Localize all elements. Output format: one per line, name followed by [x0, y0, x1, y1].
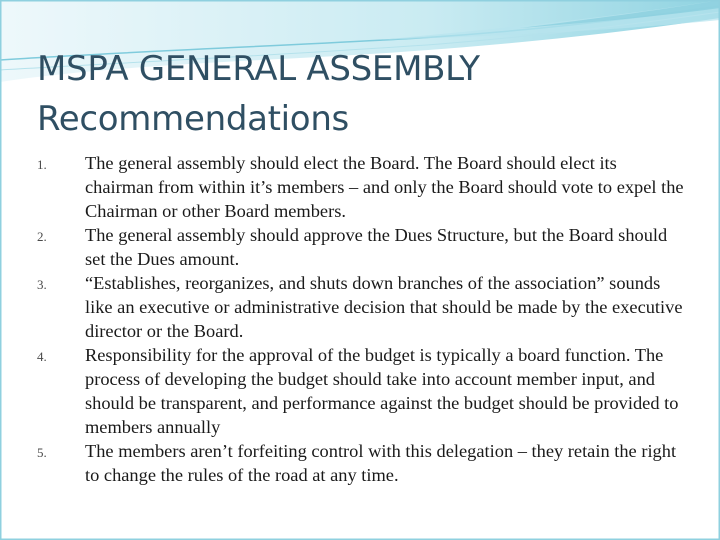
- item-text: The general assembly should elect the Board. The Board should elect its chairman from within it’s members – and only the Board should vote to expel the Chairman or other Board members.: [85, 153, 684, 221]
- list-item: [37, 343, 687, 439]
- title-line-2: Recommendations: [37, 99, 349, 139]
- item-text: Responsibility for the approval of the budget is typically a board function. The process of developing the budget should take into account member input, and should be transparent, and performance against the budget should be provided to members annually: [85, 345, 679, 437]
- item-text: The general assembly should approve the Dues Structure, but the Board should set the Dues amount.: [85, 225, 668, 269]
- item-text: “Establishes, reorganizes, and shuts down branches of the association” sounds like an executive or administrative decision that should be made by the executive director or the Board.: [85, 273, 683, 341]
- item-number: 1.: [37, 157, 47, 172]
- item-number: 4.: [37, 349, 47, 364]
- title-line-1: MSPA GENERAL ASSEMBLY: [37, 49, 480, 89]
- list-item: [37, 223, 687, 271]
- list-item: [37, 151, 687, 223]
- list-item: [37, 271, 687, 343]
- item-number: 3.: [37, 277, 47, 292]
- recommendations-list: [37, 151, 687, 487]
- item-text: The members aren’t forfeiting control with this delegation – they retain the right to change the rules of the road at any time.: [85, 441, 677, 485]
- slide-title: [37, 44, 697, 144]
- list-item: [37, 439, 687, 487]
- item-number: 2.: [37, 229, 47, 244]
- item-number: 5.: [37, 445, 47, 460]
